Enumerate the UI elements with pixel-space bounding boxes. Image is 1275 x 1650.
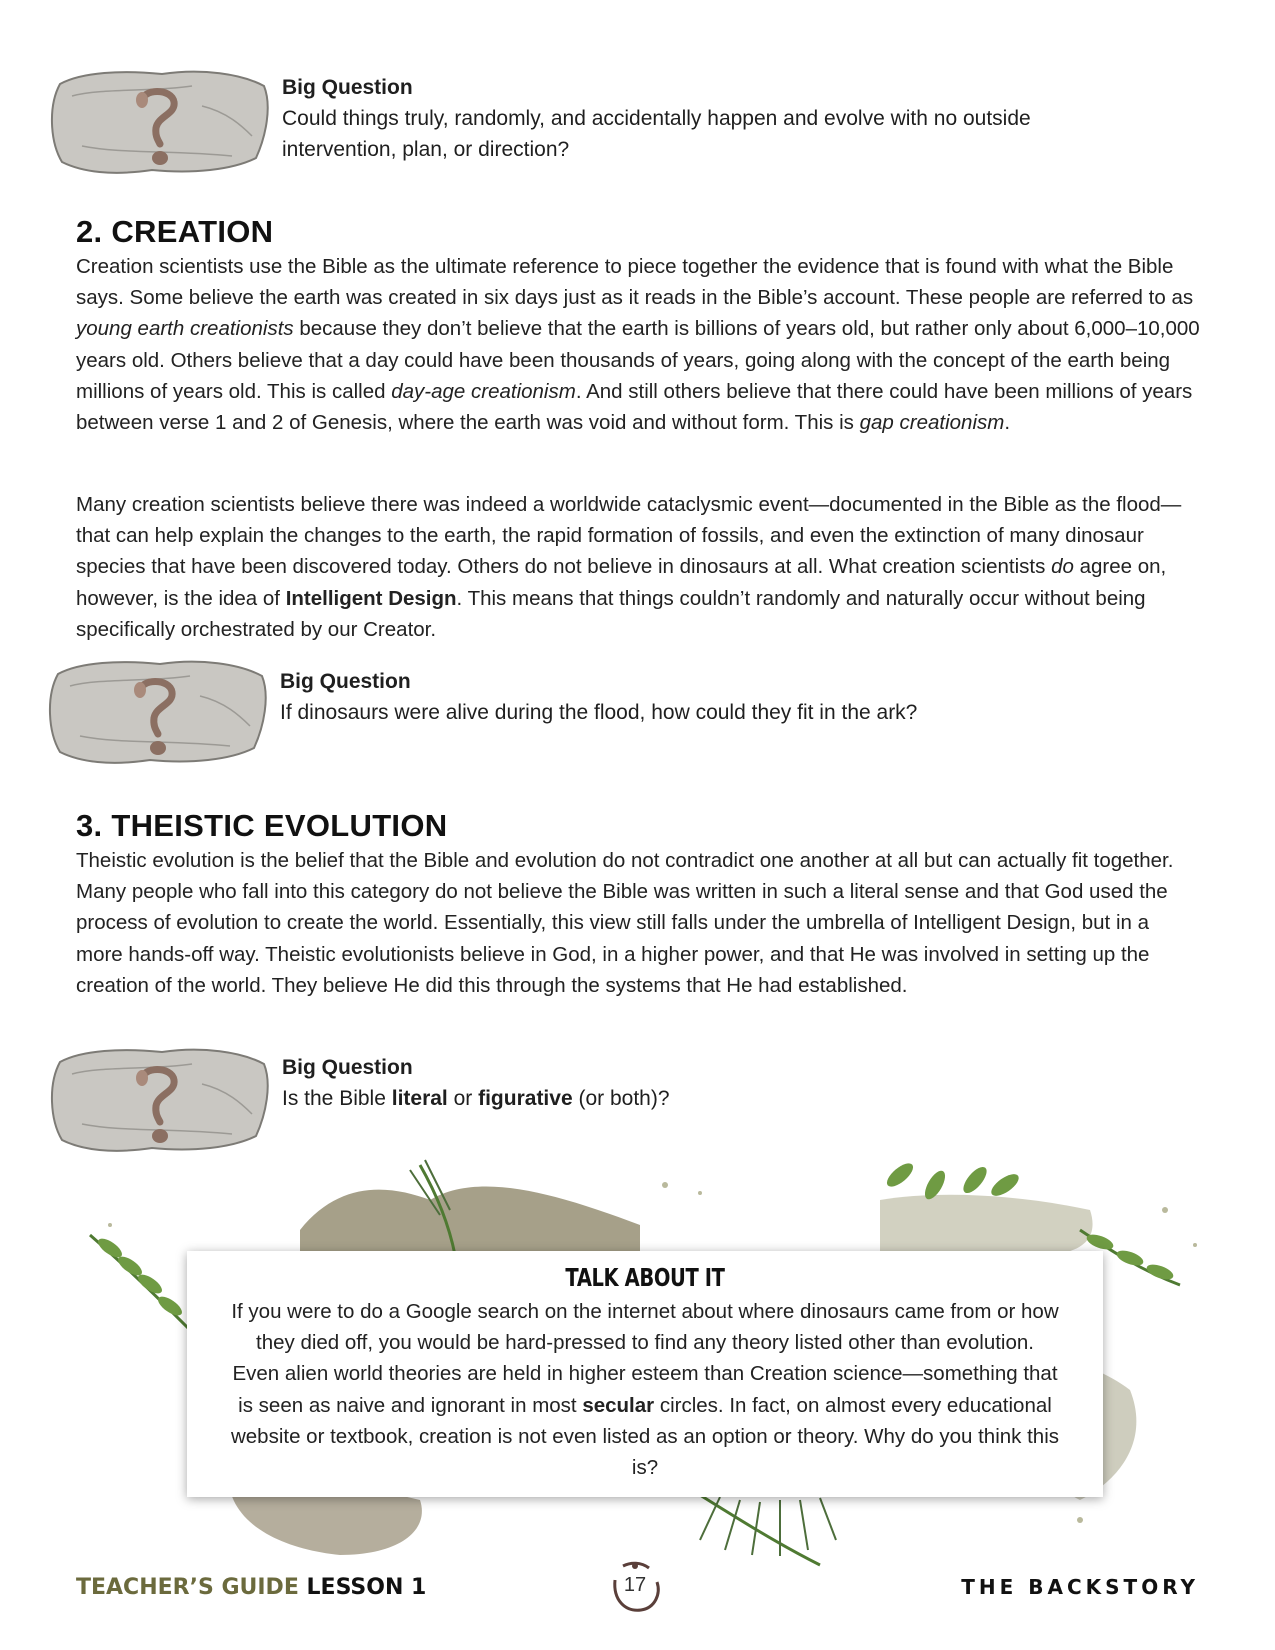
big-question-3 (282, 1052, 1102, 1114)
creation-paragraph-1: Creation scientists use the Bible as the ultimate reference to piece together the evidence that is found with what the Bible says. Some believe the earth was created in six days just as it reads in the Bible’s account. These people are referred to as young earth creationists because they don’t believe that the earth is billions of years old, but rather only about 6,000–10,000 years old. Others believe that a day could have been thousands of years, going along with the concept of the earth being millions of years old. This is called day-age creationism. And still others believe that there could have been millions of years between verse 1 and 2 of Genesis, where the earth was void and without form. This is gap creationism. (76, 255, 1200, 435)
big-question-label: Big Question (282, 76, 413, 99)
big-question-text: Is the Bible literal or figurative (or both)? (282, 1087, 670, 1110)
big-question-label: Big Question (280, 670, 411, 693)
footer-series-title: THE BACKSTORY (961, 1575, 1199, 1599)
section-heading-theistic-evolution: 3. THEISTIC EVOLUTION (76, 808, 448, 843)
creation-paragraph-2: Many creation scientists believe there was indeed a worldwide cataclysmic event—documented in the Bible as the flood—that can help explain the changes to the earth, the rapid formation of fossils, and even the extinction of many dinosaur species that have been discovered today. Others do not believe in dinosaurs at all. What creation scientists do agree on, however, is the idea of Intelligent Design. This means that things couldn’t randomly and naturally occur without being specifically orchestrated by our Creator. (76, 493, 1182, 641)
section-heading-creation: 2. CREATION (76, 214, 274, 249)
big-question-text: Could things truly, randomly, and accidentally happen and evolve with no outside intervention, plan, or direction? (282, 107, 1031, 161)
big-question-text: If dinosaurs were alive during the flood, how could they fit in the ark? (280, 701, 918, 724)
theistic-paragraph: Theistic evolution is the belief that the Bible and evolution do not contradict one another at all but can actually fit together. Many people who fall into this category do not believe the Bible was written in such a literal sense and that God used the process of evolution to create the world. Essentially, this view still falls under the umbrella of Intelligent Design, but in a more hands-off way. Theistic evolutionists believe in God, in a higher power, and that He was involved in setting up the creation of the world. They believe He did this through the systems that He had established. (76, 849, 1174, 997)
talk-about-it-title: TALK ABOUT IT (565, 1263, 725, 1292)
big-question-label: Big Question (282, 1056, 413, 1079)
page-number: 17 (605, 1560, 665, 1612)
talk-about-it-box (187, 1251, 1103, 1497)
talk-about-it-text: If you were to do a Google search on the internet about where dinosaurs came from or how they died off, you would be hard-pressed to find any theory listed other than evolution. Even alien world theories are held in higher esteem than Creation science—something that is seen as naive and ignorant in most secular circles. In fact, on almost every educational website or textbook, creation is not even listed as an option or theory. Why do you think this is? (230, 1300, 1060, 1480)
question-stone-icon (42, 1044, 272, 1154)
footer-guide-label: TEACHER’S GUIDE LESSON 1 (76, 1575, 427, 1600)
